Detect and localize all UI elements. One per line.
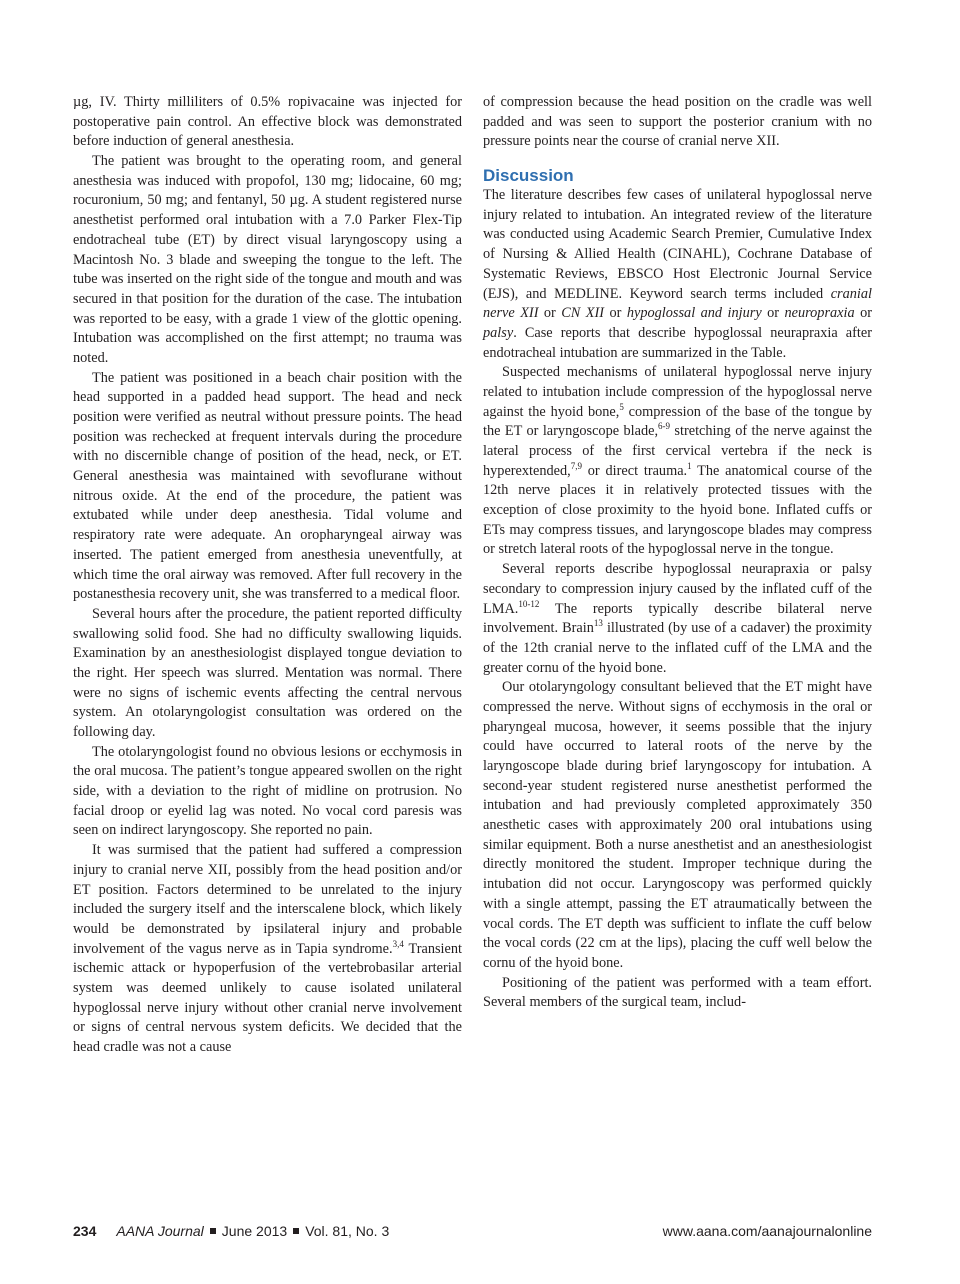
text-run: Transient ischemic attack or hypoperfusion of the vertebrobasilar arterial system was deemed unlikely to cause isolated unilateral hypoglossal nerve injury without other cranial nerve involvement or signs of central nervous system deficits. We decided that the head cradle was not a cause [73,940,462,1055]
citation: 10-12 [518,598,540,609]
keyword: neuropraxia [784,305,855,322]
text-run: or direct trauma. [581,462,688,479]
paragraph [73,841,462,1058]
keyword: CN XII [561,305,605,322]
left-column [73,93,462,1058]
citation: 3,4 [392,938,404,949]
footer-website[interactable]: www.aana.com/aanajournalonline [662,1223,872,1239]
paragraph: Several hours after the procedure, the patient reported difficulty swallowing solid food. She had no difficulty swallowing liquids. Examination by an anesthesiologist displayed tongue deviation to the right. Her speech was slurred. Mentation was normal. There were no signs of ischemic events affecting the central nervous system. An otolaryngologist consultation was ordered on the following day. [73,605,462,740]
paragraph: Positioning of the patient was performed with a team effort. Several members of the surgical team, includ- [483,974,872,1011]
footer-citation [73,1223,389,1239]
issue-date: June 2013 [221,1223,288,1239]
text-run: compression of the base of the tongue by the ET or laryngoscope blade, [483,403,872,440]
paragraph: The otolaryngologist found no obvious lesions or ecchymosis in the oral mucosa. The patient’s tongue appeared swollen on the right side, with a deviation to the right of midline on protrusion. No facial droop or eyelid lag was noted. No vocal cord paresis was seen on indirect laryngoscopy. She reported no pain. [73,743,462,839]
journal-name: AANA Journal [116,1223,204,1239]
text-run: or [854,305,872,322]
text-run: Several reports describe hypoglossal neurapraxia or palsy secondary to compression injury caused by the inflated cuff of the LMA. [483,561,872,617]
keyword: palsy [483,324,514,341]
text-run: or [538,305,562,322]
text-run: illustrated (by use of a cadaver) the proximity of the 12th cranial nerve to the inflated cuff of the LMA and the greater cornu of the hyoid bone. [483,620,872,676]
citation: 6-9 [658,421,671,432]
volume-number: Vol. 81, No. 3 [305,1223,390,1239]
text-run: . Case reports that describe hypoglossal neurapraxia after endotracheal intubation are summarized in the Table. [483,324,872,361]
citation: 1 [687,460,692,471]
paragraph [483,560,872,678]
text-run: The reports typically describe bilateral nerve involvement. Brain [483,600,872,637]
paragraph [483,186,872,363]
black-square-icon [210,1228,216,1234]
citation: 7,9 [570,460,582,471]
text-run: The anatomical course of the 12th nerve places it in relatively protected tissues with the exception of close proximity to the hyoid bone. Inflated cuffs or ETs may compress tissues, and laryngoscope blades may compress or stretch lateral roots of the hypoglossal nerve in the tongue. [483,462,872,558]
paragraph: µg, IV. Thirty milliliters of 0.5% ropivacaine was injected for postoperative pain control. An effective block was demonstrated before induction of general anesthesia. [73,94,462,150]
paragraph: of compression because the head position on the cradle was well padded and was seen to support the posterior cranium with no pressure points near the course of cranial nerve XII. [483,94,872,150]
citation: 5 [619,401,624,412]
text-run: stretching of the nerve against the lateral process of the first cervical vertebra if the neck is hyperextended, [483,423,872,479]
text-run: or [604,305,627,322]
keyword: hypoglossal and injury [626,305,762,322]
keyword: cranial nerve XII [483,285,872,322]
section-heading-discussion: Discussion [483,166,574,186]
citation: 13 [593,618,603,629]
text-run: The literature describes few cases of unilateral hypoglossal nerve injury related to intubation. An integrated review of the literature was conducted using Academic Search Premier, Cumulative Index of Nursing & Allied Health (CINAHL), Cochrane Database of Systematic Reviews, EBSCO Host Electronic Journal Service (EJS), and MEDLINE. Keyword search terms included [483,187,872,302]
paragraph [483,363,872,560]
text-run: or [761,305,785,322]
page-number: 234 [73,1223,97,1239]
text-run: Suspected mechanisms of unilateral hypoglossal nerve injury related to intubation include compression of the hypoglossal nerve against the hyoid bone, [483,364,872,420]
paragraph: The patient was positioned in a beach chair position with the head supported in a padded head support. The head and neck position were verified as neutral without pressure points. The head position was rechecked at frequent intervals during the procedure with no discernible change of position of the head, neck, or ET. General anesthesia was maintained with sevoflurane without nitrous oxide. At the end of the procedure, the patient was extubated while under deep anesthesia. Tidal volume and respiratory rate were adequate. An oropharyngeal airway was inserted. The patient emerged from anesthesia uneventfully, at which time the oral airway was removed. After full recovery in the postanesthesia recovery unit, she was transferred to a medical floor. [73,369,462,603]
paragraph: The patient was brought to the operating room, and general anesthesia was induced with propofol, 130 mg; lidocaine, 60 mg; rocuronium, 50 mg; and fentanyl, 50 µg. A student registered nurse anesthetist performed oral intubation with a 7.0 Parker Flex-Tip endotracheal tube (ET) by direct visual laryngoscopy using a Macintosh No. 3 blade and sweeping the tongue to the left. The tube was inserted on the right side of the tongue and mouth and was secured in that position for the duration of the case. The intubation was reported to be easy, with a grade 1 view of the glottic opening. Intubation was accomplished on the first attempt; no trauma was noted. [73,153,462,366]
black-square-icon [293,1228,299,1234]
right-column [483,93,872,1013]
paragraph: Our otolaryngology consultant believed that the ET might have compressed the nerve. Without signs of ecchymosis in the oral or pharyngeal mucosa, however, it seems possible that the injury could have occurred to lateral roots of the nerve by the laryngoscope blade during brief laryngoscopy for intubation. A second-year student registered nurse anesthetist performed the intubation and had previously completed approximately 350 anesthetic cases with approximately 200 oral intubations using similar equipment. Both a nurse anesthetist and an anesthesiologist directly monitored the student. Improper technique during the intubation did not occur. Laryngoscopy was performed quickly with a single attempt, passing the ET atraumatically between the vocal cords. The ET depth was sufficient to inflate the cuff below the vocal cords (22 cm at the lips), placing the cuff well below the cornu of the hyoid bone. [483,679,872,971]
text-run: It was surmised that the patient had suffered a compression injury to cranial nerve XII, possibly from the head position and/or ET position. Factors determined to be unrelated to the injury included the surgery itself and the interscalene block, which likely would be demonstrated by ipsilateral injury and probable involvement of the vagus nerve as in Tapia syndrome. [73,842,462,957]
